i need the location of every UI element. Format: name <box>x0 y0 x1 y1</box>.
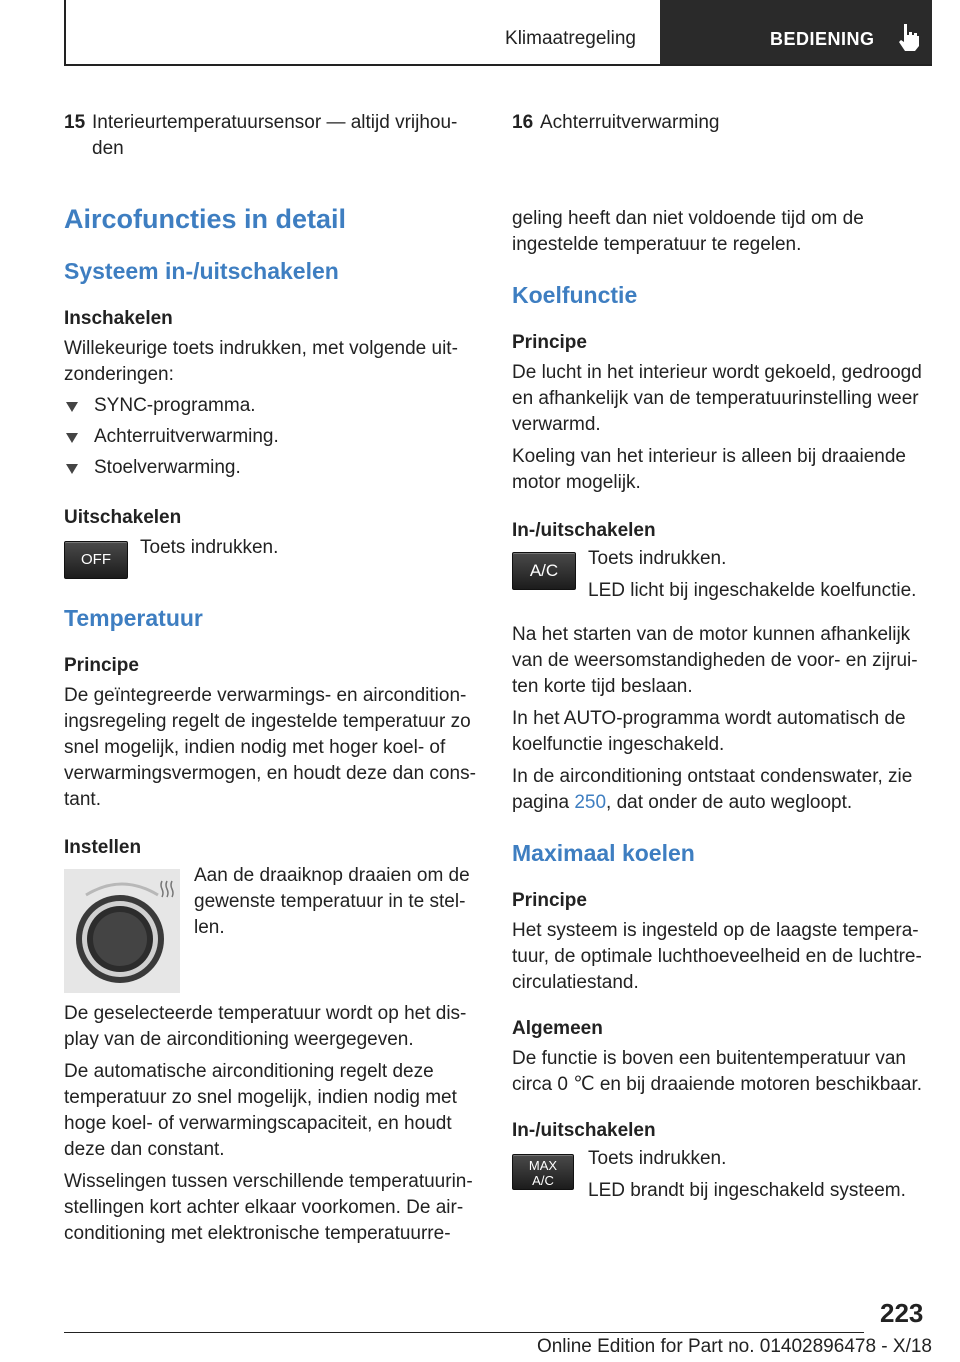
algemeen-text: De functie is boven een buitentemperatuur van circa 0 ℃ en bij draaiende motoren beschikbaar. <box>512 1048 923 1095</box>
ac-text-2: LED licht bij ingeschakelde koelfunctie. <box>588 580 917 601</box>
continued-text: geling heeft dan niet voldoende tijd om de ingestelde temperatuur te regelen. <box>512 208 864 255</box>
max-principe-text: Het systeem is ingesteld op de laagste tempera-tuur, de optimale luchthoeveelheid en de luchtre-circulatiestand. <box>512 920 922 993</box>
footer-rule <box>64 1332 864 1333</box>
left-column <box>64 110 484 1247</box>
cond-text-b: , dat onder de auto wegloopt. <box>606 792 853 813</box>
paragraph-wisselingen: Wisselingen tussen verschillende temperatuurin-stellingen kort achter elkaar voorkomen. De air-conditioning met elektronische temperatuurre- <box>64 1171 473 1244</box>
inschakelen-text: Willekeurige toets indrukken, met volgende uit-zonderingen: <box>64 338 458 385</box>
paragraph-condenswater <box>512 764 932 816</box>
cond-text-a: In de airconditioning ontstaat condenswater, zie pagina <box>512 766 913 813</box>
ac-text-1: Toets indrukken. <box>588 548 727 569</box>
principe-text: De geïntegreerde verwarmings- en aircondition-ingsregeling regelt de ingestelde temperatuur zo snel mogelijk, indien nodig met hoger koel- of verwarmingsvermogen, en houdt deze dan cons-tant. <box>64 685 476 810</box>
legend-item-15 <box>64 110 484 162</box>
off-button-row <box>64 535 484 581</box>
triangle-bullet-icon <box>66 464 78 474</box>
max-key-line-1: MAX <box>528 1158 558 1173</box>
list-item <box>64 455 484 481</box>
heading-in-uitschakelen-max: In-/uitschakelen <box>512 1120 656 1141</box>
temperature-knob-icon <box>64 869 180 993</box>
paragraph-beslaan: Na het starten van de motor kunnen afhankelijk van de weersomstandigheden de voor- en zijrui-ten korte tijd beslaan. <box>512 624 918 697</box>
triangle-bullet-icon <box>66 402 78 412</box>
heading-principe: Principe <box>512 332 587 353</box>
heading-instellen: Instellen <box>64 837 142 858</box>
max-ac-key-icon <box>512 1154 574 1190</box>
page-link-250[interactable]: 250 <box>574 792 607 813</box>
ac-button-row <box>512 546 932 604</box>
header-rule <box>64 64 932 66</box>
right-column <box>512 110 932 1204</box>
legend-text: Achterruitverwarming <box>540 112 720 133</box>
edition-text: Online Edition for Part no. 01402896478 - X/18 <box>536 1336 932 1357</box>
heading-algemeen: Algemeen <box>512 1018 603 1039</box>
ac-key-icon: A/C <box>512 552 576 590</box>
list-item-text: Achterruitverwarming. <box>94 426 279 447</box>
paragraph-display: De geselecteerde temperatuur wordt op het dis-play van de airconditioning weergegeven. <box>64 1003 467 1050</box>
list-item <box>64 424 484 450</box>
list-item <box>64 393 484 419</box>
hand-pointer-icon <box>896 22 922 52</box>
max-text-1: Toets indrukken. <box>588 1148 727 1169</box>
heading-uitschakelen: Uitschakelen <box>64 507 182 528</box>
chapter-tab[interactable] <box>660 0 932 64</box>
subheading-temperatuur: Temperatuur <box>64 605 203 631</box>
legend-number: 16 <box>512 112 534 133</box>
page-number: 223 <box>880 1298 924 1328</box>
paragraph-auto-regel: De automatische airconditioning regelt deze temperatuur zo snel mogelijk, indien nodig met hoge koel- of verwarmingscapaciteit, en houdt deze dan constant. <box>64 1061 457 1160</box>
heading-principe: Principe <box>64 655 139 676</box>
off-key-icon: OFF <box>64 541 128 579</box>
off-text: Toets indrukken. <box>140 537 279 558</box>
chapter-tab-label: BEDIENING <box>770 29 875 49</box>
max-ac-button-row <box>512 1146 932 1204</box>
legend-item-16 <box>512 110 932 136</box>
subheading-maximaal-koelen: Maximaal koelen <box>512 840 695 866</box>
heading-inschakelen: Inschakelen <box>64 308 173 329</box>
section-title: Klimaatregeling <box>505 28 636 49</box>
koel-text-1: De lucht in het interieur wordt gekoeld, gedroogd en afhankelijk van de temperatuurinstelling weer verwarmd. <box>512 362 922 435</box>
heading-principe: Principe <box>512 890 587 911</box>
exceptions-list <box>64 393 484 481</box>
koel-text-2: Koeling van het interieur is alleen bij draaiende motor mogelijk. <box>512 446 906 493</box>
legend-number: 15 <box>64 112 86 133</box>
subheading-koelfunctie: Koelfunctie <box>512 282 638 308</box>
heading-in-uitschakelen: In-/uitschakelen <box>512 520 656 541</box>
paragraph-auto: In het AUTO-programma wordt automatisch de koelfunctie ingeschakeld. <box>512 708 906 755</box>
legend-text: Interieurtemperatuursensor — altijd vrijhou-den <box>92 112 458 159</box>
triangle-bullet-icon <box>66 433 78 443</box>
subheading-system: Systeem in-/uitschakelen <box>64 258 339 284</box>
list-item-text: Stoelverwarming. <box>94 457 241 478</box>
list-item-text: SYNC-programma. <box>94 395 256 416</box>
max-key-line-2: A/C <box>532 1173 554 1188</box>
knob-row <box>64 863 484 991</box>
instellen-text: Aan de draaiknop draaien om de gewenste temperatuur in te stel-len. <box>194 865 470 938</box>
section-heading: Aircofuncties in detail <box>64 204 347 234</box>
max-text-2: LED brandt bij ingeschakeld systeem. <box>588 1180 906 1201</box>
header-section <box>64 0 650 64</box>
